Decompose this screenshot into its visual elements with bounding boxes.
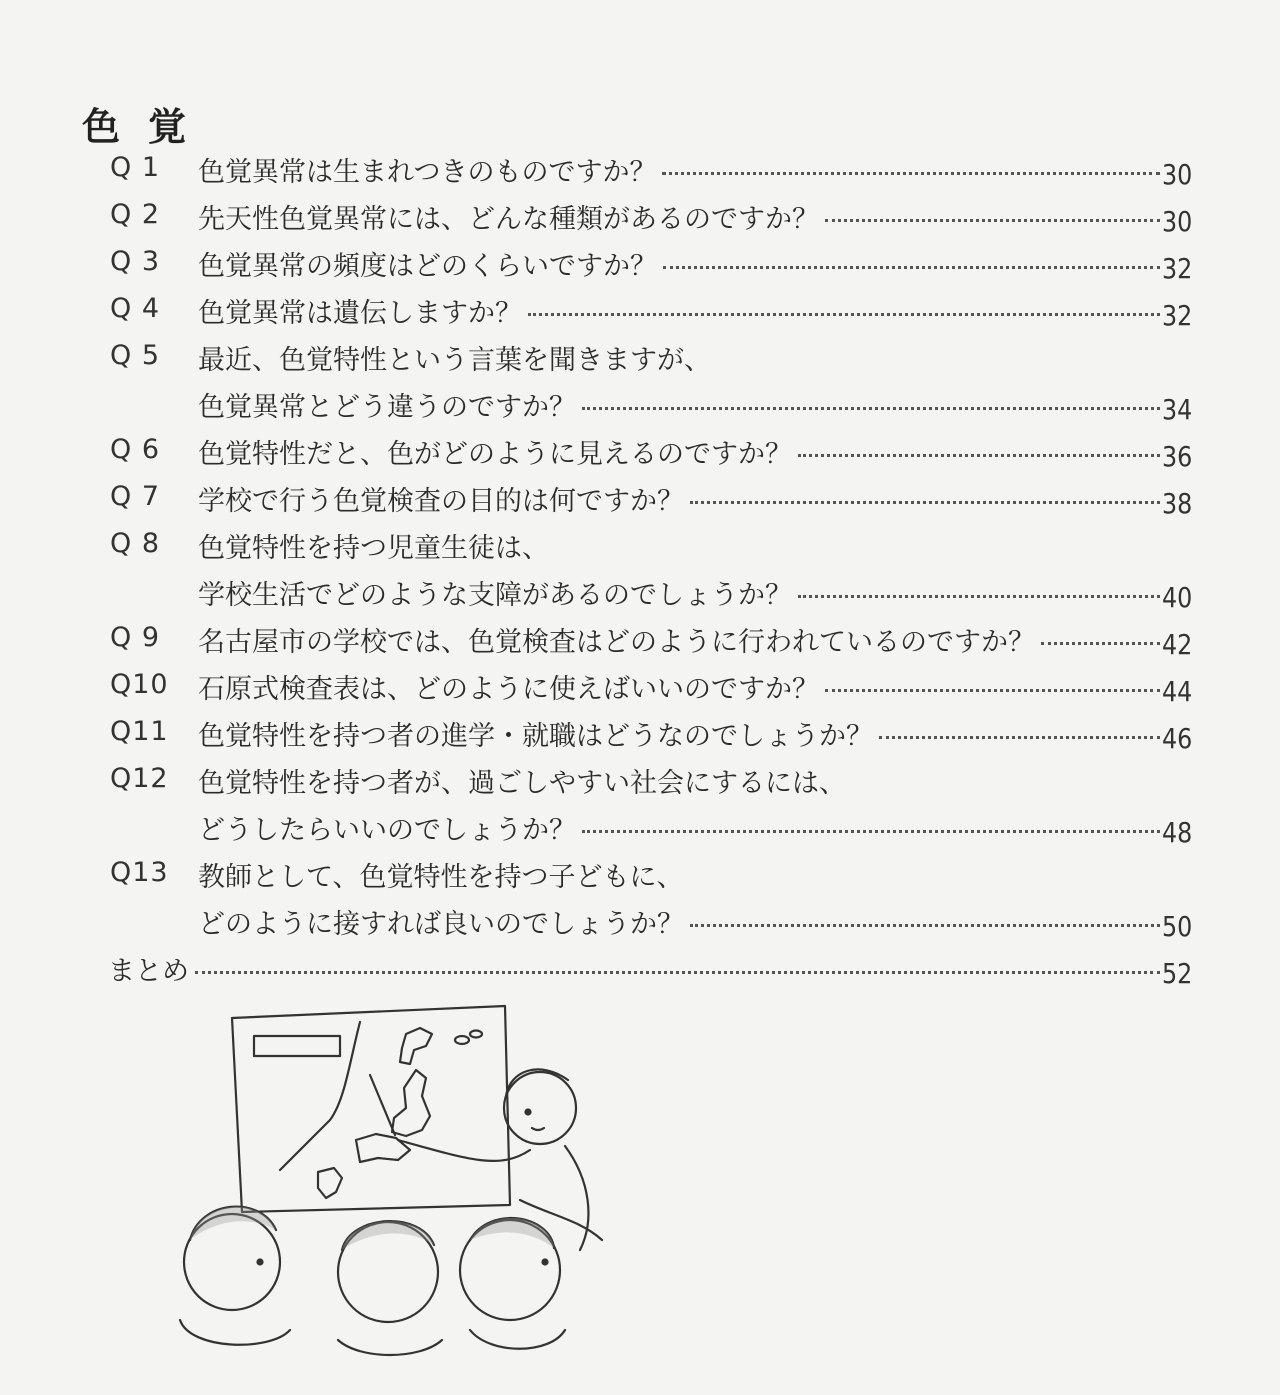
toc-entry [0,855,1280,902]
toc-entry [0,385,1280,432]
dot-leader [662,172,1160,175]
page-number: 44 [1162,675,1193,708]
dot-leader [582,407,1160,410]
question-text: 色覚特性を持つ児童生徒は、 [198,533,549,564]
toc-entry [0,902,1280,949]
question-text: どうしたらいいのでしょうか？ [198,815,576,846]
dot-leader [582,830,1160,833]
question-number: Q 4 [110,293,161,324]
toc-entry [0,667,1280,714]
question-text: どのように接すれば良いのでしょうか？ [198,909,684,940]
question-text: 最近、色覚特性という言葉を聞きますが、 [198,345,711,376]
dot-leader [825,689,1160,692]
page-number: 30 [1162,158,1193,191]
toc-entry [0,808,1280,855]
question-text: 学校で行う色覚検査の目的は何ですか？ [198,486,684,517]
dot-leader [195,971,1160,974]
toc-entry [0,479,1280,526]
question-number: Q 7 [110,481,161,512]
question-text: 色覚異常の頻度はどのくらいですか？ [198,251,657,282]
toc-entry [0,573,1280,620]
toc-entry [0,620,1280,667]
dot-leader [825,219,1160,222]
question-number: Q 1 [110,152,161,183]
dot-leader [798,454,1160,457]
page-number: 32 [1162,252,1193,285]
question-number: Q 9 [110,622,161,653]
dot-leader [663,266,1160,269]
question-text: 石原式検査表は、どのように使えばいいのですか？ [198,674,819,705]
dot-leader [528,313,1160,316]
page-number: 38 [1162,487,1193,520]
question-text: 名古屋市の学校では、色覚検査はどのように行われているのですか？ [198,627,1035,658]
toc-entry [0,150,1280,197]
question-number: Q 5 [110,340,161,371]
dot-leader [879,736,1160,739]
section-title: 色覚 [82,105,215,149]
toc-summary [0,949,1280,996]
question-text: 色覚特性を持つ者の進学・就職はどうなのでしょうか？ [198,721,873,752]
question-text: 色覚異常とどう違うのですか？ [198,392,576,423]
toc-entry [0,244,1280,291]
question-number: Q13 [110,857,169,888]
page-number: 48 [1162,816,1193,849]
toc-entry [0,526,1280,573]
toc-entry [0,197,1280,244]
classroom-illustration [170,1000,610,1360]
toc-entry [0,761,1280,808]
question-text: 学校生活でどのような支障があるのでしょうか？ [198,580,792,611]
question-number: Q 2 [110,199,161,230]
summary-label: まとめ [108,956,189,987]
question-number: Q12 [110,763,169,794]
question-number: Q 8 [110,528,161,559]
page-number: 42 [1162,628,1193,661]
page-number: 30 [1162,205,1193,238]
page-number: 52 [1162,957,1193,990]
question-number: Q 6 [110,434,161,465]
dot-leader [798,595,1160,598]
dot-leader [690,501,1160,504]
question-text: 教師として、色覚特性を持つ子どもに、 [198,862,684,893]
question-number: Q11 [110,716,169,747]
toc-entry [0,714,1280,761]
question-number: Q 3 [110,246,161,277]
question-text: 色覚特性を持つ者が、過ごしやすい社会にするには、 [198,768,846,799]
question-text: 色覚異常は生まれつきのものですか？ [198,157,657,188]
page-number: 50 [1162,910,1193,943]
question-text: 色覚特性だと、色がどのように見えるのですか？ [198,439,792,470]
dot-leader [690,924,1160,927]
question-text: 色覚異常は遺伝しますか？ [198,298,522,329]
toc-entry [0,432,1280,479]
question-text: 先天性色覚異常には、どんな種類があるのですか？ [198,204,819,235]
question-number: Q10 [110,669,169,700]
page-number: 36 [1162,440,1193,473]
toc-entry [0,338,1280,385]
page-number: 34 [1162,393,1193,426]
page-number: 46 [1162,722,1193,755]
page-number: 40 [1162,581,1193,614]
page-number: 32 [1162,299,1193,332]
toc-entry [0,291,1280,338]
dot-leader [1041,642,1160,645]
